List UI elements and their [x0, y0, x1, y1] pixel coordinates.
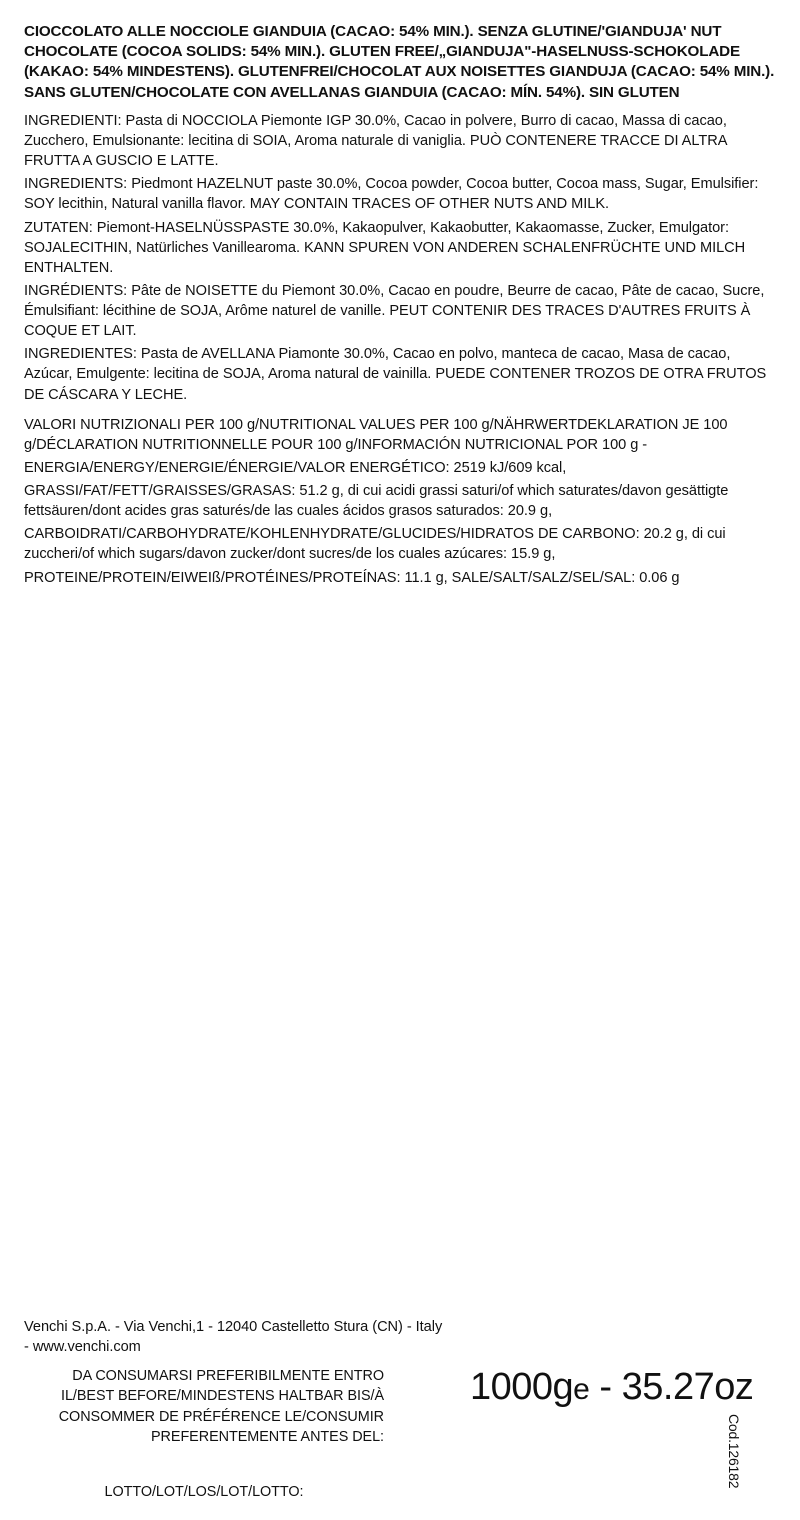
company-info: Venchi S.p.A. - Via Venchi,1 - 12040 Castelletto Stura (CN) - Italy - www.venchi.com — [24, 1319, 443, 1355]
label-text-block — [24, 22, 776, 591]
net-weight-ounces: - 35.27oz — [599, 1366, 754, 1408]
estimated-sign-icon: e — [573, 1373, 590, 1406]
nutrition-heading: VALORI NUTRIZIONALI PER 100 g/NUTRITIONAL VALUES PER 100 g/NÄHRWERTDEKLARATION JE 100 g/DÉCLARATION NUTRITIONNELLE POUR 100 g/INFORMACIÓN NUTRICIONAL POR 100 g - — [24, 416, 728, 453]
ingredients-french: INGRÉDIENTS: Pâte de NOISETTE du Piemont 30.0%, Cacao en poudre, Beurre de cacao, Pâte de cacao, Sucre, Émulsifiant: lécithine de SOJA, Arôme naturel de vanille. PEUT CONTENIR DES TRACES D'AUTRES FRUITS À COQUE ET LAIT. — [24, 282, 765, 340]
ingredients-english: INGREDIENTS: Piedmont HAZELNUT paste 30.0%, Cocoa powder, Cocoa butter, Cocoa mass, Sugar, Emulsifier: SOY lecithin, Natural vanilla flavor. MAY CONTAIN TRACES OF OTHER NUTS AND MILK. — [24, 176, 759, 213]
nutrition-block — [24, 415, 776, 588]
nutrition-carbohydrate: CARBOIDRATI/CARBOHYDRATE/KOHLENHYDRATE/GLUCIDES/HIDRATOS DE CARBONO: 20.2 g, di cui zuccheri/of which sugars/davon zucker/dont sucres/de los cuales azúcares: 15.9 g, — [24, 526, 726, 563]
product-code: Cod.126182 — [726, 1414, 742, 1489]
product-title: CIOCCOLATO ALLE NOCCIOLE GIANDUIA (CACAO: 54% MIN.). SENZA GLUTINE/'GIANDUJA' NUT CHOCOLATE (COCOA SOLIDS: 54% MIN.). GLUTEN FREE/„GIANDUJA"-HASELNUSS-SCHOKOLADE (KAKAO: 54% MINDESTENS). GLUTENFREI/CHOCOLAT AUX NOISETTES GIANDUJA (CACAO: 54% MIN.). SANS GLUTEN/CHOCOLATE CON AVELLANAS GIANDUIA (CACAO: MÍN. 54%). SIN GLUTEN — [24, 23, 775, 101]
net-weight — [470, 1368, 753, 1406]
net-weight-grams: 1000g — [470, 1366, 574, 1408]
nutrition-protein-salt: PROTEINE/PROTEIN/EIWEIß/PROTÉINES/PROTEÍNAS: 11.1 g, SALE/SALT/SALZ/SEL/SAL: 0.06 g — [24, 569, 680, 586]
ingredients-german: ZUTATEN: Piemont-HASELNÜSSPASTE 30.0%, Kakaopulver, Kakaobutter, Kakaomasse, Zucker, Emulgator: SOJALECITHIN, Natürliches Vanillearoma. KANN SPUREN VON ANDEREN SCHALENFRÜCHTE UND MILCH ENTHALTEN. — [24, 219, 746, 276]
nutrition-energy: ENERGIA/ENERGY/ENERGIE/ÉNERGIE/VALOR ENERGÉTICO: 2519 kJ/609 kcal, — [24, 459, 567, 476]
lot-number-label: LOTTO/LOT/LOS/LOT/LOTTO: — [104, 1484, 304, 1500]
ingredients-italian: INGREDIENTI: Pasta di NOCCIOLA Piemonte IGP 30.0%, Cacao in polvere, Burro di cacao, Massa di cacao, Zucchero, Emulsionante: lecitina di SOIA, Aroma naturale di vaniglia. PUÒ CONTENERE TRACCE DI ALTRA FRUTTA A GUSCIO E LATTE. — [24, 112, 727, 170]
best-before-text: DA CONSUMARSI PREFERIBILMENTE ENTRO IL/BEST BEFORE/MINDESTENS HALTBAR BIS/À CONSOMMER DE PRÉFÉRENCE LE/CONSUMIR PREFERENTEMENTE ANTES DEL: — [58, 1368, 384, 1446]
nutrition-fat: GRASSI/FAT/FETT/GRAISSES/GRASAS: 51.2 g, di cui acidi grassi saturi/of which saturates/davon gesättigte fettsäuren/dont acides gras saturés/de las cuales ácidos grasos saturados: 20.9 g, — [24, 483, 729, 520]
label-footer — [0, 1318, 800, 1520]
ingredients-spanish: INGREDIENTES: Pasta de AVELLANA Piamonte 30.0%, Cacao en polvo, manteca de cacao, Masa de cacao, Azúcar, Emulgente: lecitina de SOJA, Aroma natural de vainilla. PUEDE CONTENER TROZOS DE OTRA FRUTOS DE CÁSCARA Y LECHE. — [24, 346, 767, 403]
